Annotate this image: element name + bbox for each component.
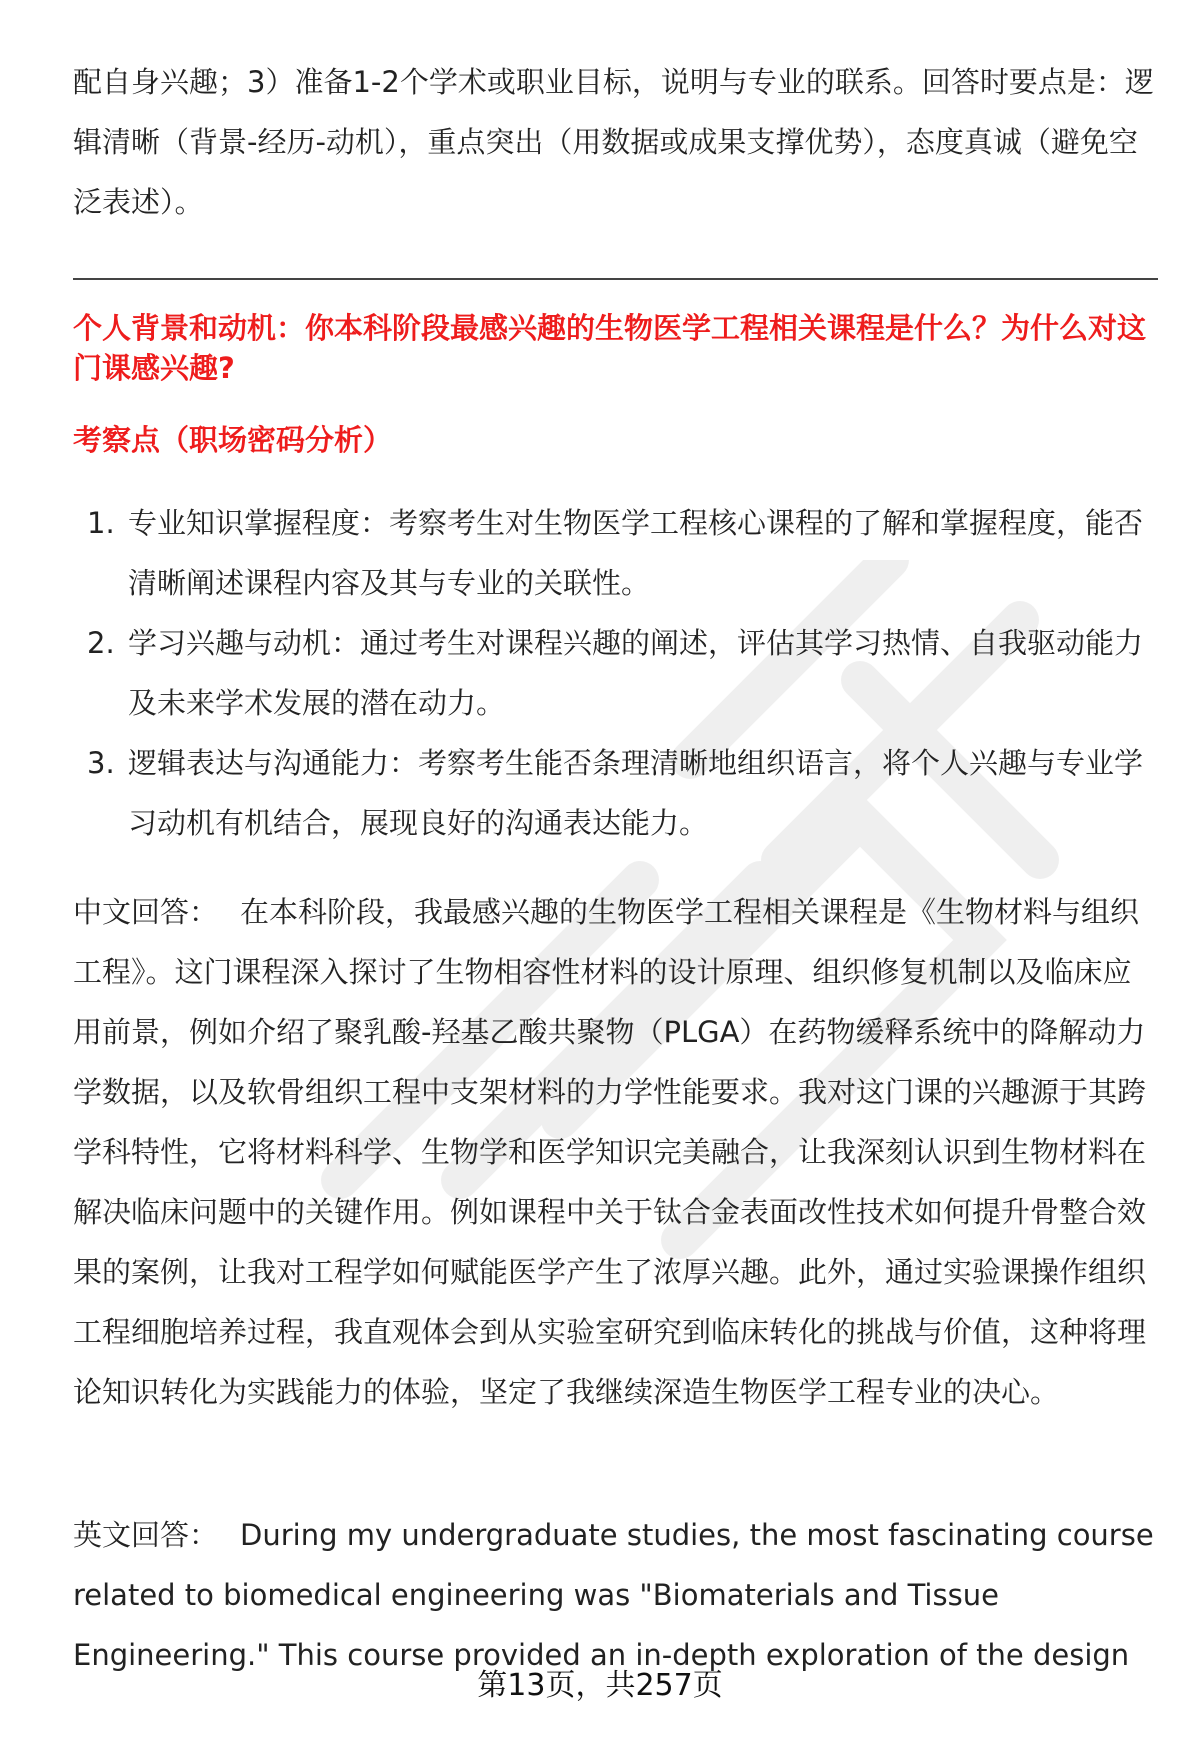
list-item-text: 专业知识掌握程度：考察考生对生物医学工程核心课程的了解和掌握程度，能否清晰阐述课程内容及其与专业的关联性。: [128, 506, 1144, 600]
list-item-number: 3.: [87, 746, 115, 780]
list-item-number: 1.: [87, 506, 115, 540]
list-item-text: 逻辑表达与沟通能力：考察考生能否条理清晰地组织语言，将个人兴趣与专业学习动机有机结合，展现良好的沟通表达能力。: [128, 746, 1144, 840]
list-item-text: 学习兴趣与动机：通过考生对课程兴趣的阐述，评估其学习热情、自我驱动能力及未来学术发展的潜在动力。: [128, 626, 1144, 720]
question-heading: 个人背景和动机：你本科阶段最感兴趣的生物医学工程相关课程是什么？为什么对这门课感兴趣?: [73, 311, 1147, 385]
intro-paragraph: 配自身兴趣；3）准备1-2个学术或职业目标，说明与专业的联系。回答时要点是：逻辑清晰（背景-经历-动机），重点突出（用数据或成果支撑优势），态度真诚（避免空泛表述）。: [73, 65, 1154, 219]
list-item-number: 2.: [87, 626, 115, 660]
list-item: [73, 733, 1158, 853]
section-divider: [73, 278, 1158, 280]
english-answer-paragraph: [73, 1505, 1158, 1685]
assessment-points-heading: 考察点（职场密码分析）: [73, 423, 393, 457]
english-answer-label: 英文回答：: [73, 1518, 219, 1552]
assessment-points-list: [73, 493, 1158, 853]
document-page: [73, 0, 1158, 1755]
chinese-answer-paragraph: [73, 882, 1158, 1422]
page-number-footer: 第13页，共257页: [477, 1668, 723, 1703]
english-answer-text: During my undergraduate studies, the most fascinating course related to biomedical engineering was "Biomaterials and Tissue Engineering." This course provided an in-depth exploration of the design: [73, 1518, 1154, 1672]
chinese-answer-text: 在本科阶段，我最感兴趣的生物医学工程相关课程是《生物材料与组织工程》。这门课程深入探讨了生物相容性材料的设计原理、组织修复机制以及临床应用前景，例如介绍了聚乳酸-羟基乙酸共聚物（PLGA）在药物缓释系统中的降解动力学数据，以及软骨组织工程中支架材料的力学性能要求。我对这门课的兴趣源于其跨学科特性，它将材料科学、生物学和医学知识完美融合，让我深刻认识到生物材料在解决临床问题中的关键作用。例如课程中关于钛合金表面改性技术如何提升骨整合效果的案例，让我对工程学如何赋能医学产生了浓厚兴趣。此外，通过实验课操作组织工程细胞培养过程，我直观体会到从实验室研究到临床转化的挑战与价值，这种将理论知识转化为实践能力的体验，坚定了我继续深造生物医学工程专业的决心。: [73, 895, 1147, 1409]
list-item: [73, 493, 1158, 613]
chinese-answer-label: 中文回答：: [73, 895, 219, 929]
list-item: [73, 613, 1158, 733]
